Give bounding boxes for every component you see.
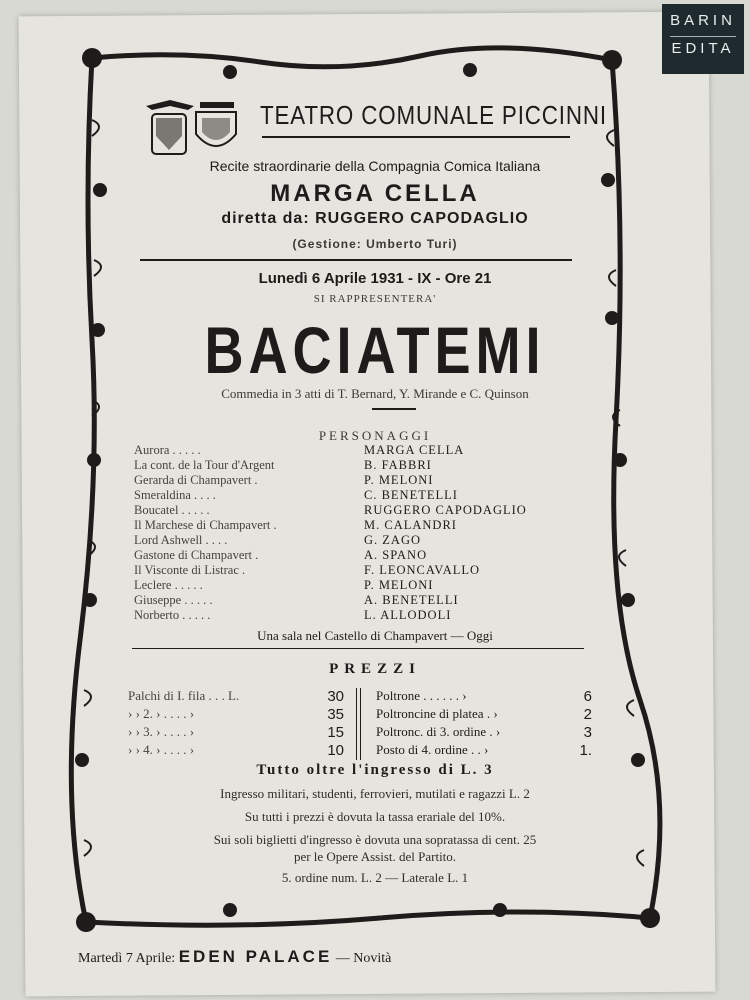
cast-row [134, 533, 574, 548]
divider-short [372, 408, 416, 410]
cast-row [134, 503, 574, 518]
price-value-left: 10 [327, 742, 344, 759]
divider-top [140, 259, 572, 261]
footer-venue: EDEN PALACE [178, 947, 333, 966]
cast-actor: A. BENETELLI [364, 593, 459, 607]
cast-role: La cont. de la Tour d'Argent [134, 458, 275, 472]
cast-role: Aurora . . . . . [134, 443, 201, 457]
company-subtitle: Recite straordinarie della Compagnia Comica Italiana [209, 158, 541, 174]
discount-note: Ingresso militari, studenti, ferrovieri, mutilati e ragazzi L. 2 [220, 786, 530, 801]
cast-row [134, 473, 574, 488]
cast-role: Il Marchese di Champavert . [134, 518, 277, 532]
play-author: Commedia in 3 atti di T. Bernard, Y. Mirande e C. Quinson [221, 386, 529, 401]
cast-row [134, 458, 574, 473]
price-label-left: › › 3. › . . . . › [128, 724, 195, 739]
title-rule [262, 136, 570, 138]
cast-role: Il Visconte di Listrac . [134, 563, 246, 577]
price-row [128, 742, 598, 760]
price-row [128, 688, 598, 706]
price-value-right: 3 [583, 724, 592, 741]
surcharge-note-cont: per le Opere Assist. del Partito. [293, 849, 457, 864]
cast-actor: G. ZAGO [364, 533, 421, 547]
price-value-left: 15 [327, 724, 344, 741]
price-label-left: › › 4. › . . . . › [128, 742, 195, 757]
play-title: BACIATEMI [204, 313, 546, 387]
cast-actor: P. MELONI [364, 473, 434, 487]
price-label-right: Posto di 4. ordine . . › [376, 742, 489, 757]
cast-role: Lord Ashwell . . . . [134, 533, 228, 547]
cast-role: Gerarda di Champavert . [134, 473, 258, 487]
cast-row [134, 548, 574, 563]
cast-actor: L. ALLODOLI [364, 608, 452, 622]
price-label-right: Poltrone . . . . . . › [376, 688, 467, 703]
price-table [128, 688, 598, 760]
cast-role: Giuseppe . . . . . [134, 593, 213, 607]
price-row [128, 706, 598, 724]
cast-actor: C. BENETELLI [364, 488, 458, 502]
cast-role: Smeraldina . . . . [134, 488, 216, 502]
director-line [0, 210, 750, 228]
director-name: RUGGERO CAPODAGLIO [315, 210, 529, 227]
cast-actor: A. SPANO [364, 548, 428, 562]
footer-novelty: — Novità [335, 951, 392, 966]
tax-note: Su tutti i prezzi è dovuta la tassa erariale del 10%. [244, 809, 506, 824]
director-label: diretta da: [221, 210, 310, 227]
management-note: (Gestione: Umberto Turi) [292, 237, 458, 251]
cast-role: Leclere . . . . . [134, 578, 203, 592]
characters-heading: PERSONAGGI [318, 428, 432, 443]
cast-actor: B. FABBRI [364, 458, 432, 472]
cast-role: Boucatel . . . . . [134, 503, 210, 517]
scene-note: Una sala nel Castello di Champavert — Oggi [257, 628, 493, 643]
price-value-left: 30 [327, 688, 344, 705]
price-label-right: Poltronc. di 3. ordine . › [376, 724, 501, 739]
cast-row [134, 563, 574, 578]
cast-actor: P. MELONI [364, 578, 434, 592]
represent-note: SI RAPPRESENTERA' [313, 293, 437, 305]
performance-date: Lunedì 6 Aprile 1931 - IX - Ore 21 [258, 270, 492, 287]
cast-row [134, 488, 574, 503]
watermark-line-1: BARIN [670, 12, 736, 29]
cast-actor: F. LEONCAVALLO [364, 563, 481, 577]
cast-row [134, 608, 574, 623]
theatre-name: TEATRO COMUNALE PICCINNI [260, 100, 607, 130]
cast-actor: RUGGERO CAPODAGLIO [364, 503, 527, 517]
price-value-right: 2 [583, 706, 592, 723]
cast-actor: MARGA CELLA [364, 443, 465, 457]
cast-actor: M. CALANDRI [364, 518, 457, 532]
cast-role: Gastone di Champavert . [134, 548, 259, 562]
cast-row [134, 578, 574, 593]
coat-of-arms-icon [140, 96, 240, 160]
price-value-left: 35 [327, 706, 344, 723]
price-label-left: › › 2. › . . . . › [128, 706, 195, 721]
price-label-right: Poltroncine di platea . › [376, 706, 498, 721]
price-value-right: 1. [579, 742, 592, 759]
price-value-right: 6 [583, 688, 592, 705]
divider-prices [132, 648, 584, 649]
price-label-left: Palchi di I. fila . . . L. [128, 688, 240, 703]
price-row [128, 724, 598, 742]
order-price-note: 5. ordine num. L. 2 — Laterale L. 1 [281, 870, 469, 885]
surcharge-note: Sui soli biglietti d'ingresso è dovuta una sopratassa di cent. 25 [213, 832, 537, 847]
footer-date: Martedì 7 Aprile: [78, 951, 176, 966]
extra-entry-note: Tutto oltre l'ingresso di L. 3 [256, 762, 494, 778]
cast-row [134, 443, 574, 458]
footer-announcement [78, 947, 391, 967]
watermark-line-2: EDITA [671, 40, 735, 57]
cast-list [134, 443, 574, 623]
prices-heading: PREZZI [329, 661, 421, 677]
cast-row [134, 593, 574, 608]
cast-row [134, 518, 574, 533]
cast-role: Norberto . . . . . [134, 608, 211, 622]
company-name: MARGA CELLA [270, 180, 480, 207]
